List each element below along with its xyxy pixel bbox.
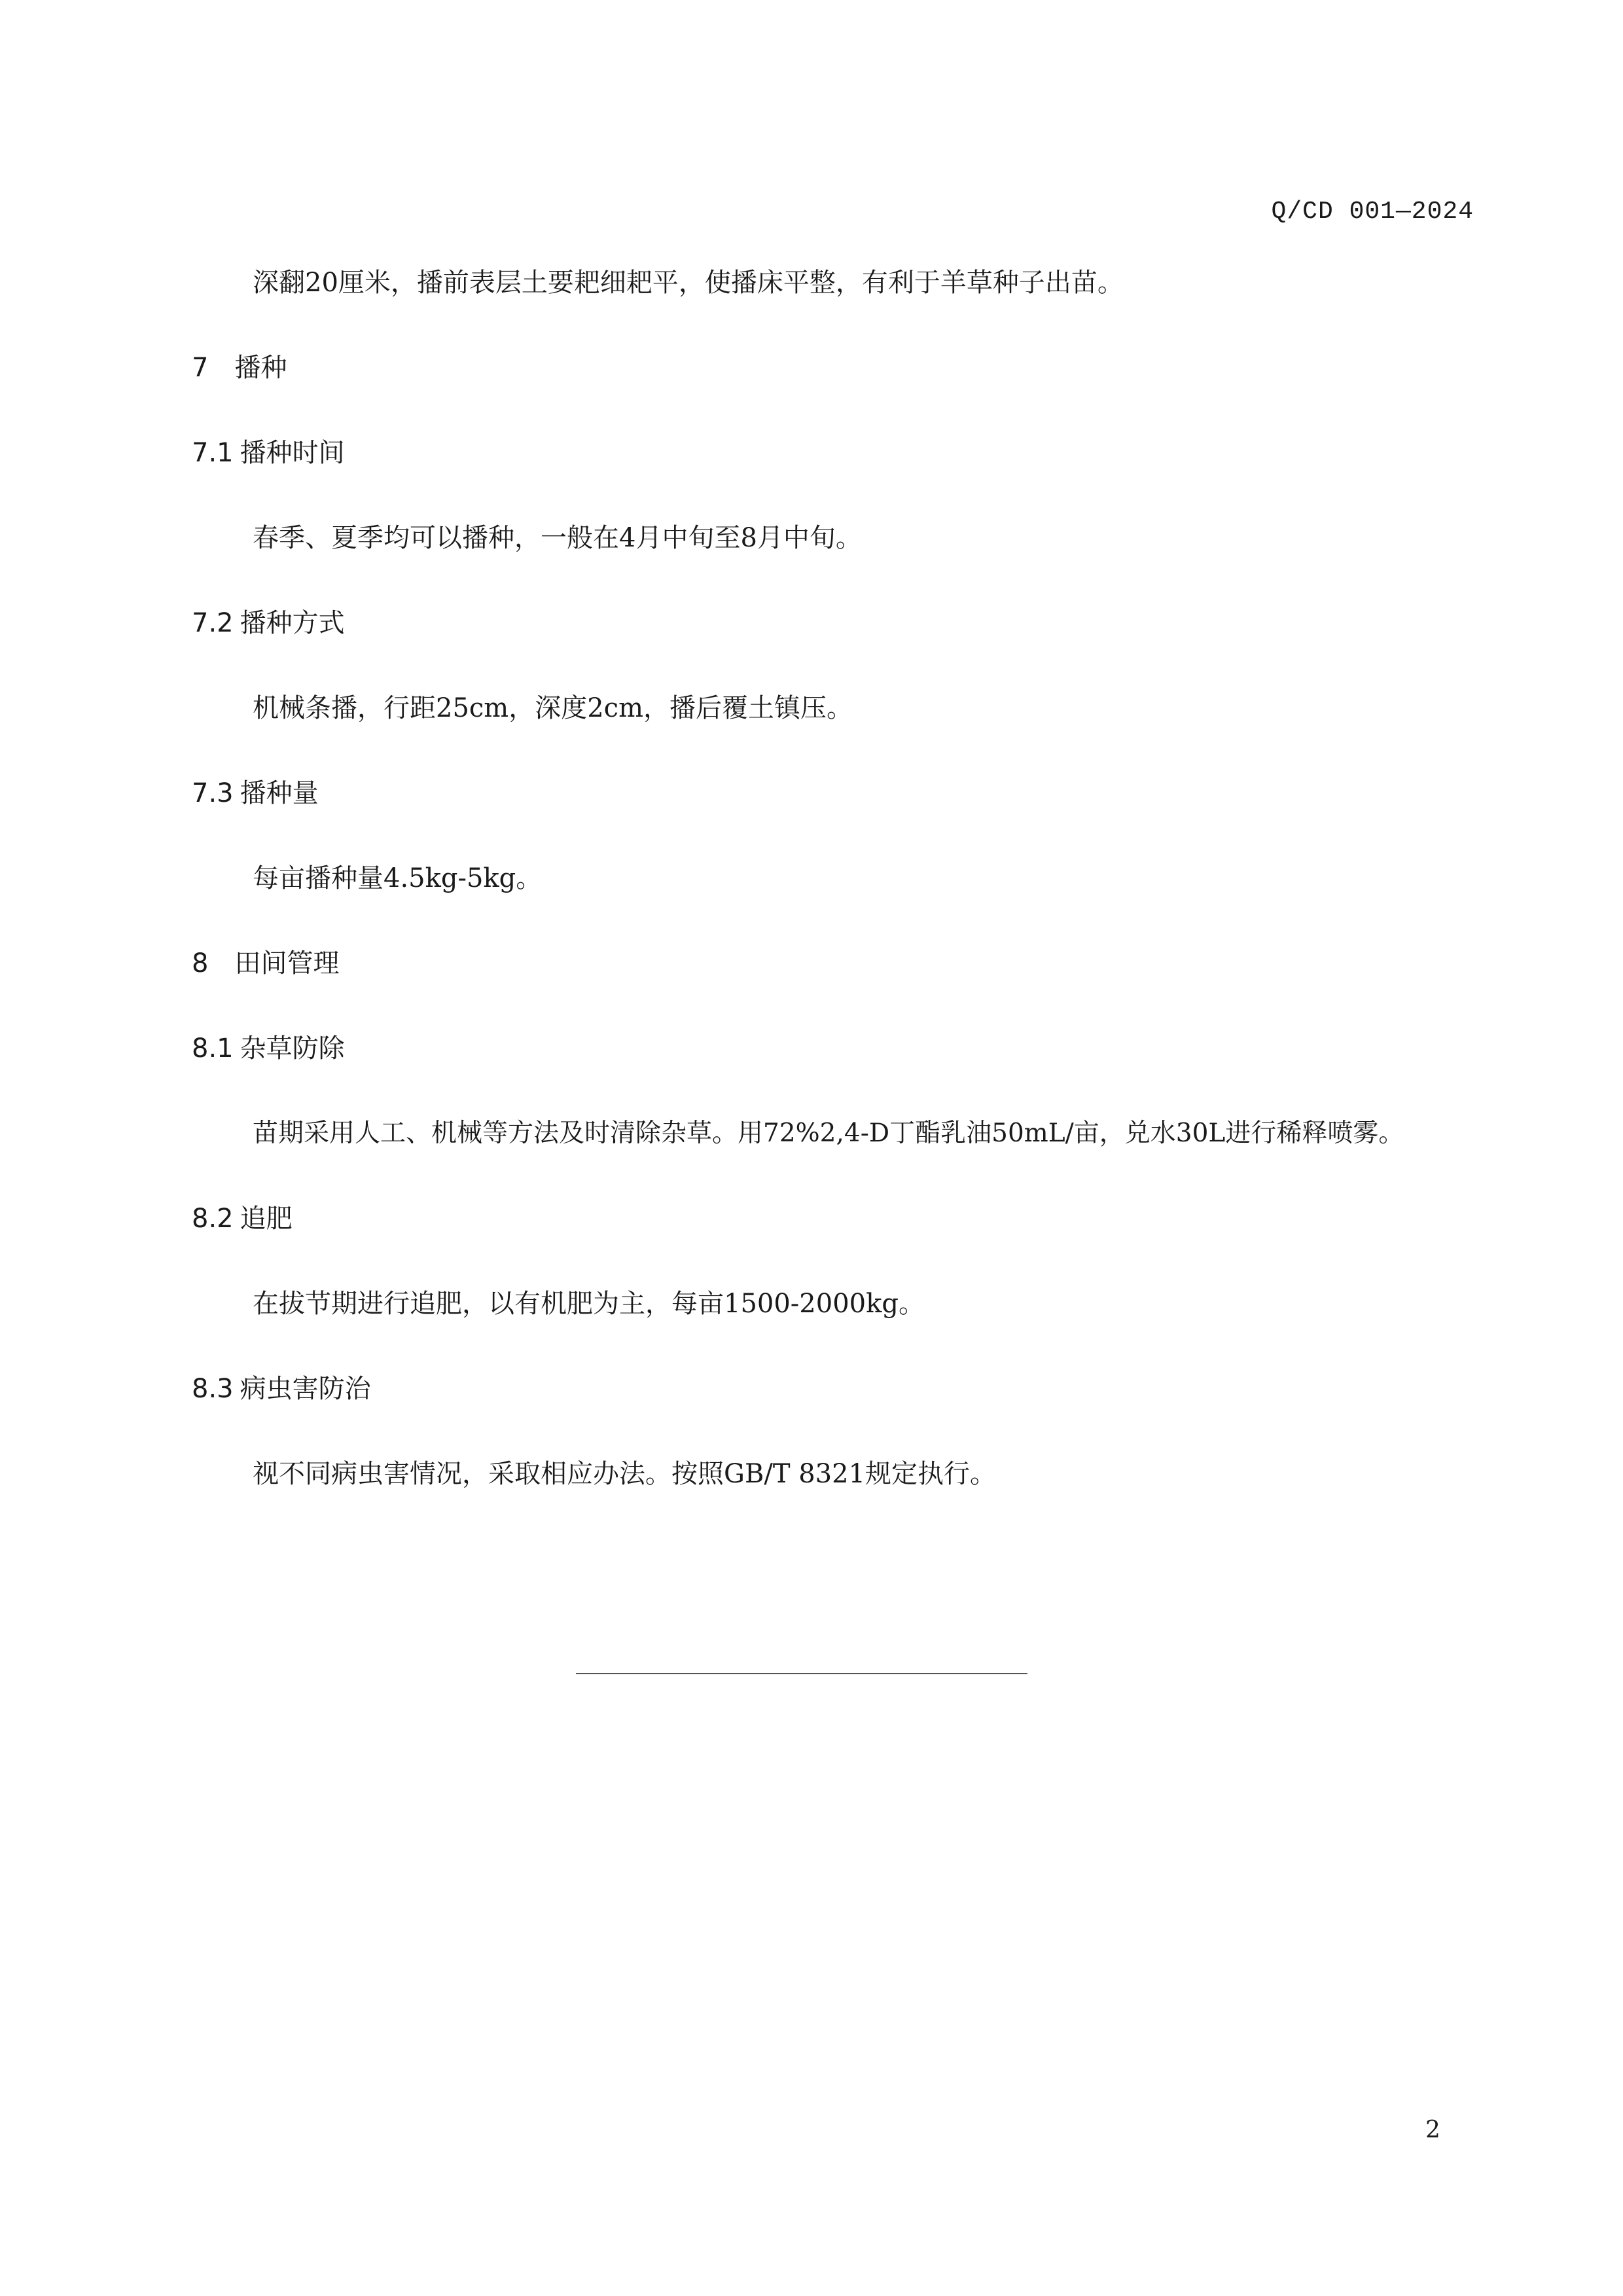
section-8-2-number: 8.2 <box>192 1204 234 1234</box>
section-8-1-paragraph: 苗期采用人工、机械等方法及时清除杂草。用72%2,4-D丁酯乳油50mL/亩，兑水30L进行稀释喷雾。 <box>253 1119 1404 1148</box>
section-8-3-paragraph: 视不同病虫害情况，采取相应办法。按照GB/T 8321规定执行。 <box>253 1459 997 1489</box>
intro-paragraph: 深翻20厘米，播前表层土要耙细耙平，使播床平整，有利于羊草种子出苗。 <box>253 268 1124 298</box>
section-7-3-heading <box>192 775 319 812</box>
section-8-2-title: 追肥 <box>240 1204 293 1234</box>
section-7-title: 播种 <box>234 353 287 383</box>
section-8-heading <box>192 945 339 982</box>
section-7-heading <box>192 350 287 386</box>
section-7-2-paragraph: 机械条播，行距25cm，深度2cm，播后覆土镇压。 <box>253 693 853 723</box>
section-8-2-paragraph: 在拔节期进行追肥，以有机肥为主，每亩1500-2000kg。 <box>253 1289 925 1319</box>
section-8-number: 8 <box>192 948 209 978</box>
section-8-2-heading <box>192 1200 293 1237</box>
section-8-title: 田间管理 <box>234 948 340 978</box>
standard-code-header: Q/CD 001—2024 <box>1271 198 1474 226</box>
section-8-1-heading <box>192 1030 345 1067</box>
section-7-2-heading <box>192 605 345 641</box>
section-7-3-title: 播种量 <box>240 778 319 808</box>
section-7-3-number: 7.3 <box>192 778 234 808</box>
section-7-number: 7 <box>192 353 209 383</box>
section-8-3-number: 8.3 <box>192 1374 234 1404</box>
section-7-1-paragraph: 春季、夏季均可以播种，一般在4月中旬至8月中旬。 <box>253 523 862 553</box>
section-8-3-heading <box>192 1371 371 1407</box>
section-8-1-title: 杂草防除 <box>240 1033 345 1064</box>
section-8-1-number: 8.1 <box>192 1033 234 1064</box>
end-of-document-rule <box>576 1673 1027 1674</box>
section-7-3-paragraph: 每亩播种量4.5kg-5kg。 <box>253 863 543 893</box>
section-7-1-heading <box>192 435 345 471</box>
section-7-1-number: 7.1 <box>192 438 234 468</box>
section-8-3-title: 病虫害防治 <box>240 1374 371 1404</box>
section-7-1-title: 播种时间 <box>240 438 345 468</box>
section-7-2-number: 7.2 <box>192 608 234 638</box>
section-7-2-title: 播种方式 <box>240 608 345 638</box>
page-number: 2 <box>1425 2117 1440 2144</box>
